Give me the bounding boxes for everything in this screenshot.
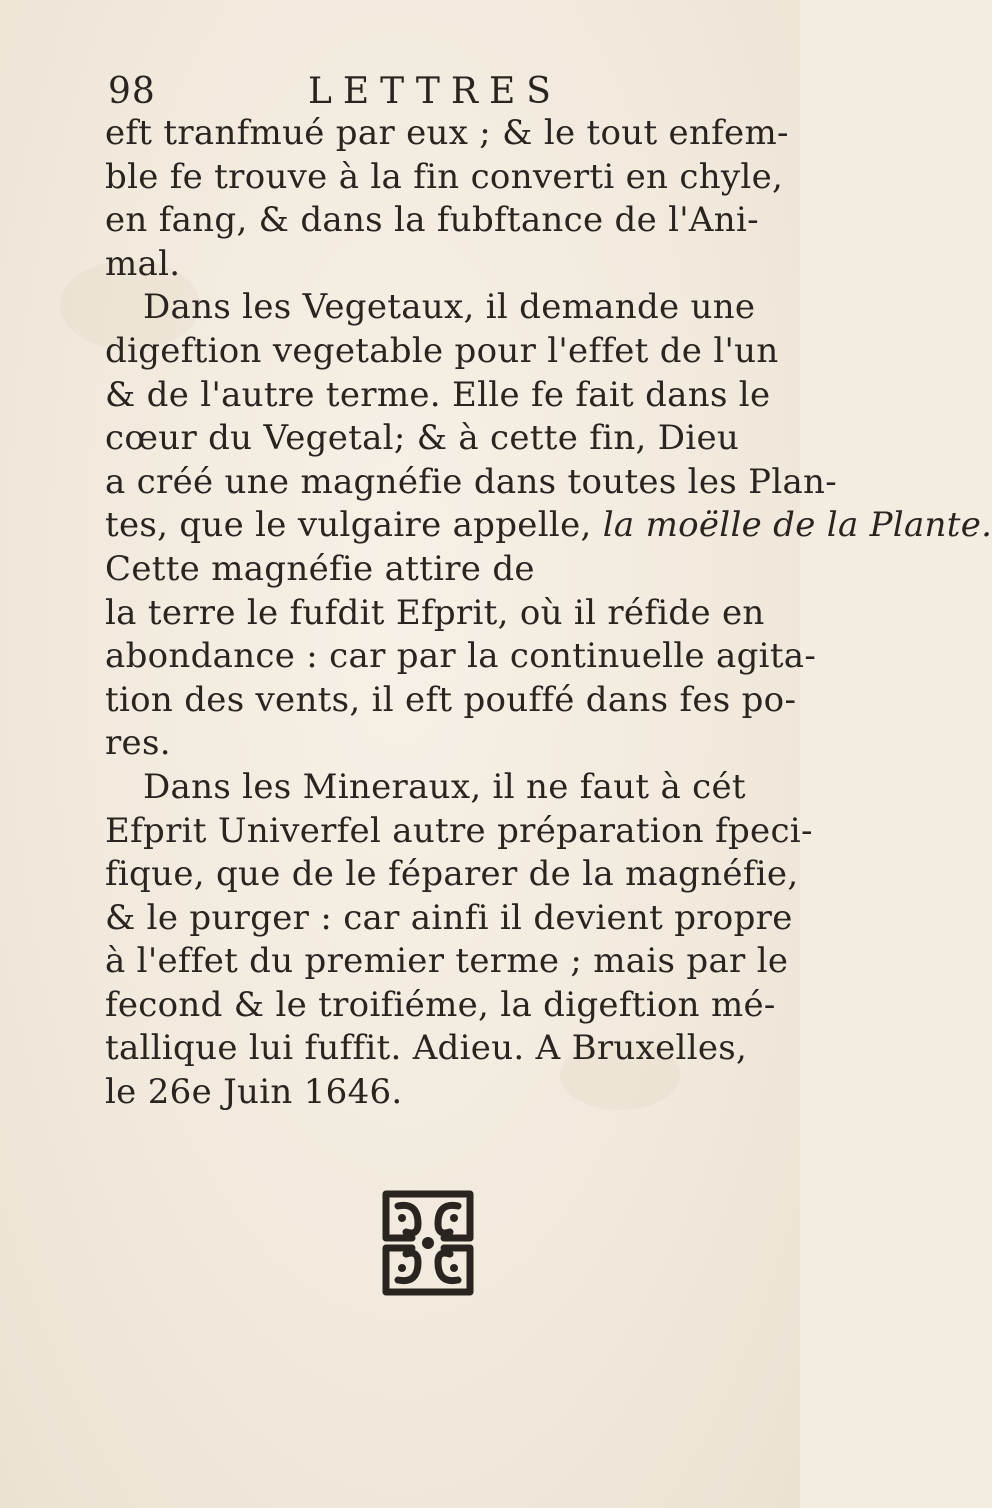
text-line: res. — [105, 723, 171, 764]
letter-body — [105, 112, 992, 1115]
fleuron-ornament-icon — [372, 1180, 484, 1306]
text-line: tion des vents, il eft pouffé dans fes po- — [105, 679, 797, 720]
text-line: digeftion vegetable pour l'effet de l'un — [105, 330, 779, 371]
running-head: LETTRES — [308, 71, 562, 112]
text-line: fique, que de le féparer de la magnéfie, — [105, 854, 799, 895]
text-line: ble fe trouve à la fin converti en chyle, — [105, 156, 784, 197]
paragraph-start-line: Dans les Vegetaux, il demande une — [143, 287, 756, 328]
page-number: 98 — [108, 71, 156, 112]
text-line: & de l'autre terme. Elle fe fait dans le — [105, 374, 771, 415]
text-line: fecond & le troifiéme, la digeftion mé- — [105, 984, 776, 1025]
text-line: à l'effet du premier terme ; mais par le — [105, 941, 789, 982]
text-line: Efprit Univerfel autre préparation fpeci- — [105, 810, 813, 851]
text-line: Cette magnéfie attire de — [105, 548, 535, 589]
text-line — [105, 504, 992, 548]
text-segment: tes, que le vulgaire appelle, — [105, 505, 592, 546]
italic-phrase: la moëlle de la Plante. — [602, 505, 992, 546]
text-line: & le purger : car ainfi il devient propre — [105, 897, 793, 938]
text-line: tallique lui fuffit. Adieu. A Bruxelles, — [105, 1028, 748, 1069]
paragraph-start-line: Dans les Mineraux, il ne faut à cét — [143, 766, 746, 807]
text-line: la terre le fufdit Efprit, où il réfide en — [105, 592, 765, 633]
text-line: le 26e Juin 1646. — [105, 1072, 403, 1113]
text-line: mal. — [105, 243, 181, 284]
text-line: abondance : car par la continuelle agita- — [105, 636, 817, 677]
text-line: a créé une magnéfie dans toutes les Plan- — [105, 461, 838, 502]
text-line: en fang, & dans la fubftance de l'Ani- — [105, 200, 759, 241]
text-line: eft tranfmué par eux ; & le tout enfem- — [105, 113, 789, 153]
text-line: cœur du Vegetal; & à cette fin, Dieu — [105, 418, 740, 459]
